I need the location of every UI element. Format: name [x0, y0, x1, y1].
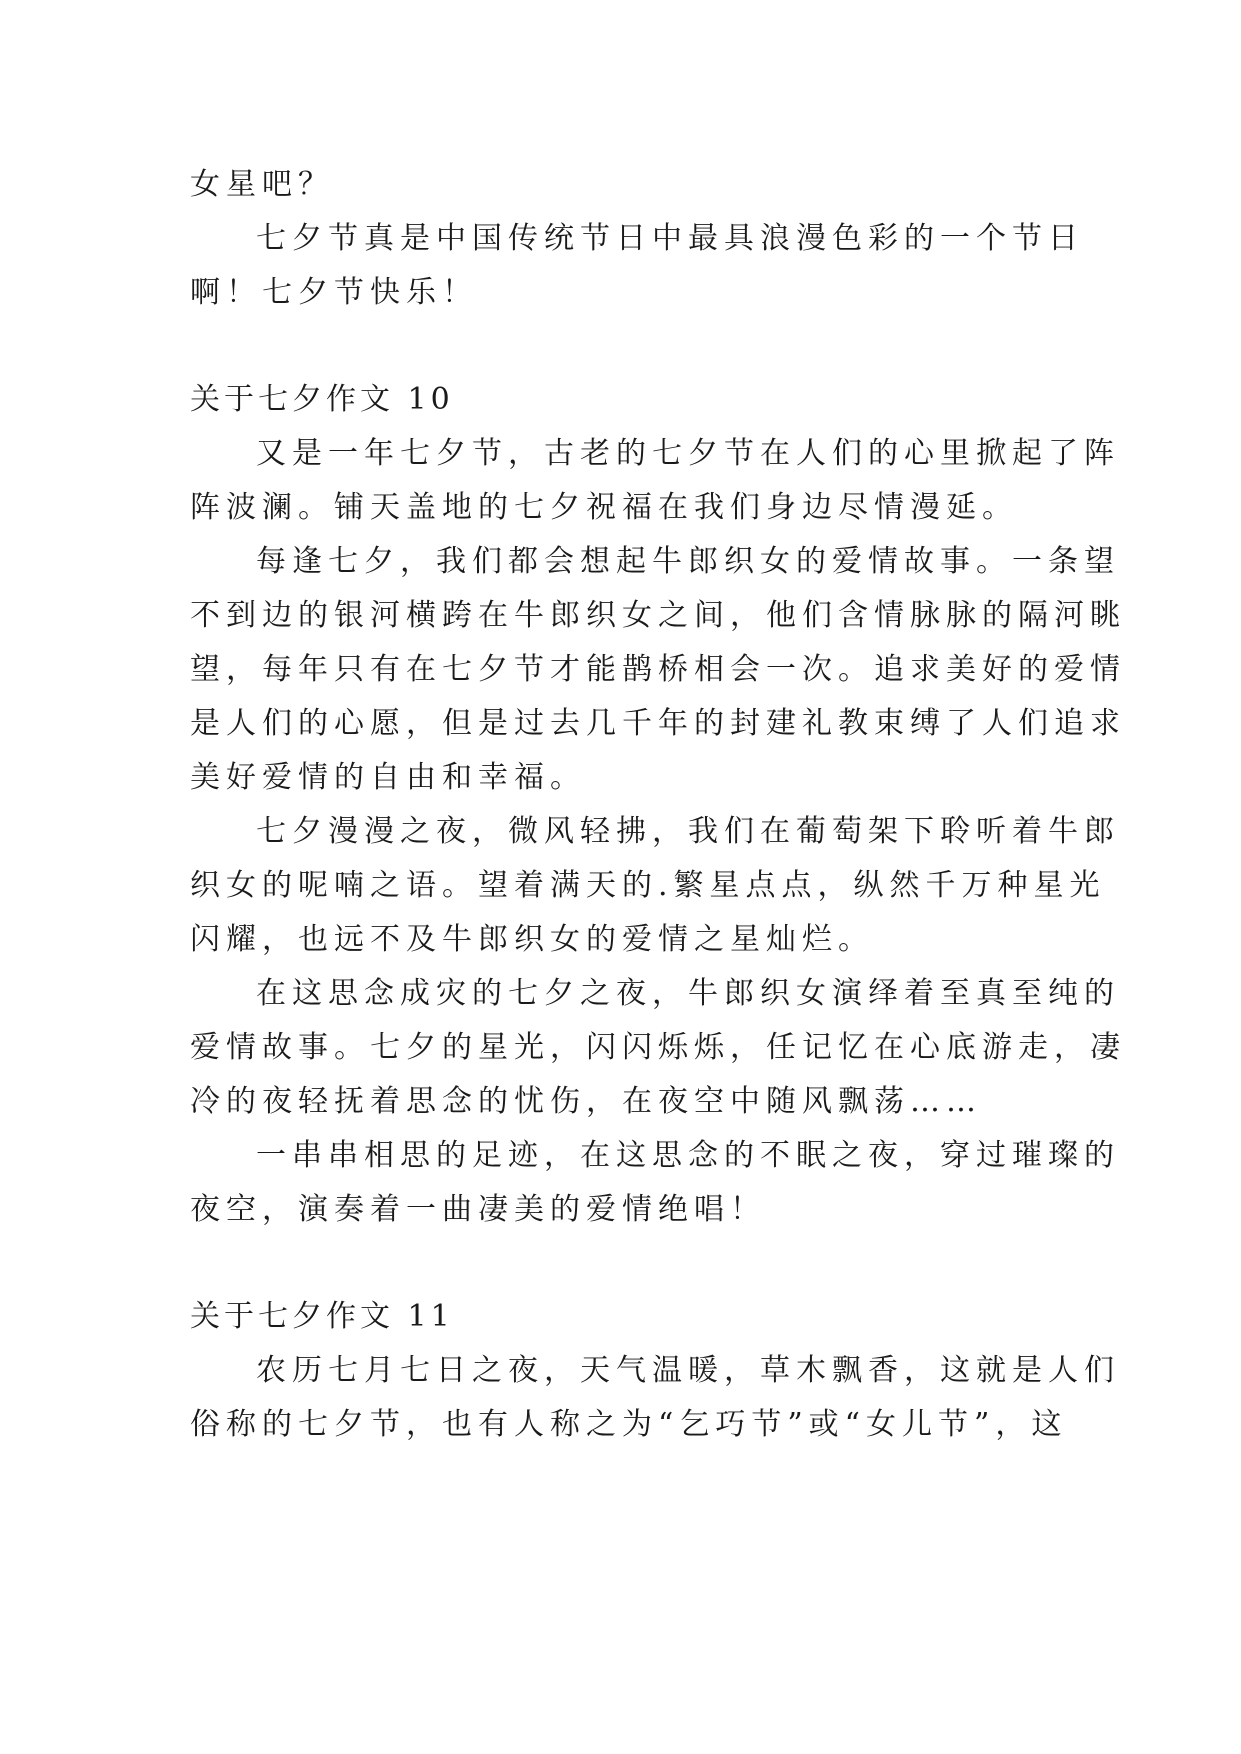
paragraph-start-line: 又是一年七夕节，古老的七夕节在人们的心里掀起了阵: [256, 436, 1120, 471]
text-line: 闪耀，也远不及牛郎织女的爱情之星灿烂。: [190, 922, 874, 957]
section-gap: [190, 1237, 1052, 1290]
section-gap: [190, 320, 1052, 373]
text-line: 俗称的七夕节，也有人称之为“乞巧节”或“女儿节”，这: [190, 1407, 1068, 1442]
paragraph-start-line: 每逢七夕，我们都会想起牛郎织女的爱情故事。一条望: [256, 544, 1120, 579]
paragraph-start-line: 七夕漫漫之夜，微风轻拂，我们在葡萄架下聆听着牛郎: [256, 814, 1120, 849]
paragraph-start-line: 七夕节真是中国传统节日中最具浪漫色彩的一个节日: [256, 221, 1084, 256]
paragraph-start-line: 一串串相思的足迹，在这思念的不眠之夜，穿过璀璨的: [256, 1138, 1120, 1173]
text-line: 阵波澜。铺天盖地的七夕祝福在我们身边尽情漫延。: [190, 490, 1018, 525]
text-line: 冷的夜轻抚着思念的忧伤，在夜空中随风飘荡……: [190, 1084, 982, 1119]
text-line: 美好爱情的自由和幸福。: [190, 760, 586, 795]
document-page: [190, 158, 1126, 1452]
text-line: 夜空，演奏着一曲凄美的爱情绝唱！: [190, 1192, 766, 1227]
text-line: 是人们的心愿，但是过去几千年的封建礼教束缚了人们追求: [190, 706, 1126, 741]
paragraph-start-line: 农历七月七日之夜，天气温暖，草木飘香，这就是人们: [256, 1353, 1120, 1388]
text-line: 爱情故事。七夕的星光，闪闪烁烁，任记忆在心底游走，凄: [190, 1030, 1126, 1065]
section-title-10: 关于七夕作文 10: [190, 382, 454, 417]
text-line: 女星吧？: [190, 167, 334, 202]
text-line: 织女的呢喃之语。望着满天的.繁星点点，纵然千万种星光: [190, 868, 1106, 903]
text-line: 啊！七夕节快乐！: [190, 275, 478, 310]
text-line: 望，每年只有在七夕节才能鹊桥相会一次。追求美好的爱情: [190, 652, 1126, 687]
paragraph-start-line: 在这思念成灾的七夕之夜，牛郎织女演绎着至真至纯的: [256, 976, 1120, 1011]
text-line: 不到边的银河横跨在牛郎织女之间，他们含情脉脉的隔河眺: [190, 598, 1126, 633]
section-title-11: 关于七夕作文 11: [190, 1299, 454, 1334]
